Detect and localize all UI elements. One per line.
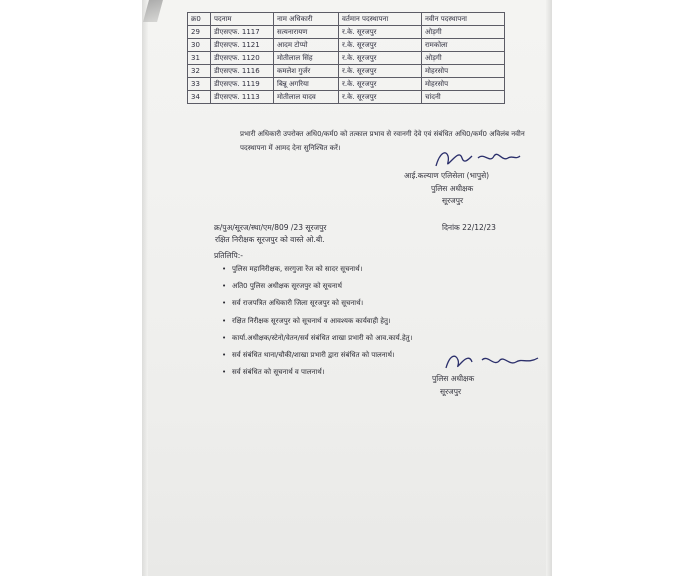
list-item: [222, 279, 412, 296]
transfer-instruction: प्रभारी अधिकारी उपरोक्त अधि0/कर्म0 को तत्काल प्रभाव से रवानगी देवे एवं संबंधित अधि0/कर्म0 अविलंब नवीन पदस्थापना में आमद देना सुनिश्चित करें।: [240, 130, 525, 152]
cell-current-posting: र.के. सूरजपुर: [339, 26, 422, 39]
col-officer-name: नाम अधिकारी: [274, 13, 339, 26]
cell-officer-name: आदम टोप्पो: [274, 39, 339, 52]
cell-new-posting: मोहरसोप: [422, 65, 505, 78]
cell-current-posting: र.के. सूरजपुर: [339, 39, 422, 52]
table-row: [188, 78, 505, 91]
cell-new-posting: मोहरसोप: [422, 78, 505, 91]
col-designation: पदनाम: [211, 13, 274, 26]
copy-list: [222, 262, 412, 382]
copy-item-text: अति0 पुलिस अधीक्षक सूरजपुर को सूचनार्थ: [232, 282, 343, 291]
cell-officer-name: कमलेश गुर्जर: [274, 65, 339, 78]
list-item: [222, 348, 412, 365]
copy-item-text: पुलिस महानिरीक्षक, सरगुजा रेंज को सादर सूचनार्थ।: [232, 265, 363, 273]
cell-current-posting: र.के. सूरजपुर: [339, 65, 422, 78]
bullet-icon: •: [222, 350, 227, 359]
cell-new-posting: चांदनी: [422, 91, 505, 104]
cell-serial: 31: [188, 52, 211, 65]
cell-new-posting: ओड़गी: [422, 52, 505, 65]
reference-date: दिनांक 22/12/23: [442, 223, 496, 232]
bullet-icon: •: [222, 333, 227, 342]
cell-serial: 34: [188, 91, 211, 104]
table-header-row: [188, 13, 505, 26]
table-row: [188, 26, 505, 39]
bullet-icon: •: [222, 282, 227, 291]
copy-item-text: रक्षित निरीक्षक सूरजपुर को सूचनार्थ व आवश्यक कार्यवाही हेतु।: [232, 316, 391, 325]
cell-designation: डीएसएफ. 1119: [211, 78, 274, 91]
copy-item-text: सर्व संबंधित थाना/चौकी/शाखा प्रभारी द्वारा संबंधित को पालनार्थ।: [232, 350, 395, 359]
copy-item-text: सर्व राजपत्रित अधिकारी जिला सूरजपुर को सूचनार्थ।: [232, 299, 364, 308]
signatory2-designation: पुलिस अधीक्षक: [432, 374, 475, 383]
col-current-posting: वर्तमान पदस्थापना: [339, 13, 422, 26]
cell-current-posting: र.के. सूरजपुर: [339, 52, 422, 65]
signatory-designation: पुलिस अधीक्षक: [431, 184, 474, 193]
page-edge-left: [142, 0, 148, 576]
list-item: [222, 365, 412, 382]
signatory2-place: सूरजपुर: [440, 387, 462, 396]
cell-current-posting: र.के. सूरजपुर: [339, 91, 422, 104]
list-item: [222, 314, 412, 331]
cell-serial: 30: [188, 39, 211, 52]
bullet-icon: •: [222, 316, 227, 325]
copy-item-text: कार्या.अधीक्षक/स्टेनो/वेतन/सर्व संबंधित शाखा प्रभारी को आव.कार्य.हेतु।: [232, 333, 413, 342]
cell-officer-name: सत्यनारायण: [274, 26, 339, 39]
cell-new-posting: ओड़गी: [422, 26, 505, 39]
signatory-place: सूरजपुर: [442, 196, 464, 205]
cell-serial: 29: [188, 26, 211, 39]
reference-number: क्र/पुअ/सूरज/स्था/एम/809 /23 सूरजपुर: [214, 223, 327, 232]
table-row: [188, 65, 505, 78]
cell-serial: 32: [188, 65, 211, 78]
table-row: [188, 52, 505, 65]
transfer-table: [187, 12, 505, 104]
page-edge-right: [546, 0, 552, 576]
cell-serial: 33: [188, 78, 211, 91]
table-row: [188, 91, 505, 104]
copy-heading: प्रतिलिपि:-: [214, 251, 243, 260]
document-page: [142, 0, 552, 576]
signatory-name: आई.कल्याण एलिसेला (भापुसे): [404, 171, 490, 180]
cell-designation: डीएसएफ. 1113: [211, 91, 274, 104]
table-row: [188, 39, 505, 52]
cell-designation: डीएसएफ. 1121: [211, 39, 274, 52]
cell-officer-name: मोतीलाल यादव: [274, 91, 339, 104]
cell-designation: डीएसएफ. 1116: [211, 65, 274, 78]
list-item: [222, 296, 412, 313]
cell-designation: डीएसएफ. 1117: [211, 26, 274, 39]
col-serial: क्र0: [188, 13, 211, 26]
cell-officer-name: बिन्नू अगरिया: [274, 78, 339, 91]
bullet-icon: •: [222, 265, 227, 273]
bullet-icon: •: [222, 299, 227, 308]
list-item: [222, 262, 412, 279]
reference-addressee: रक्षित निरीक्षक सूरजपुर को वास्ते ओ.बी.: [215, 235, 325, 244]
col-new-posting: नवीन पदस्थापना: [422, 13, 505, 26]
bullet-icon: •: [222, 368, 227, 377]
cell-current-posting: र.के. सूरजपुर: [339, 78, 422, 91]
cell-new-posting: रामकोला: [422, 39, 505, 52]
copy-item-text: सर्व संबंधित को सूचनार्थ व पालनार्थ।: [232, 368, 325, 377]
list-item: [222, 331, 412, 348]
cell-officer-name: मोतीलाल सिंह: [274, 52, 339, 65]
cell-designation: डीएसएफ. 1120: [211, 52, 274, 65]
